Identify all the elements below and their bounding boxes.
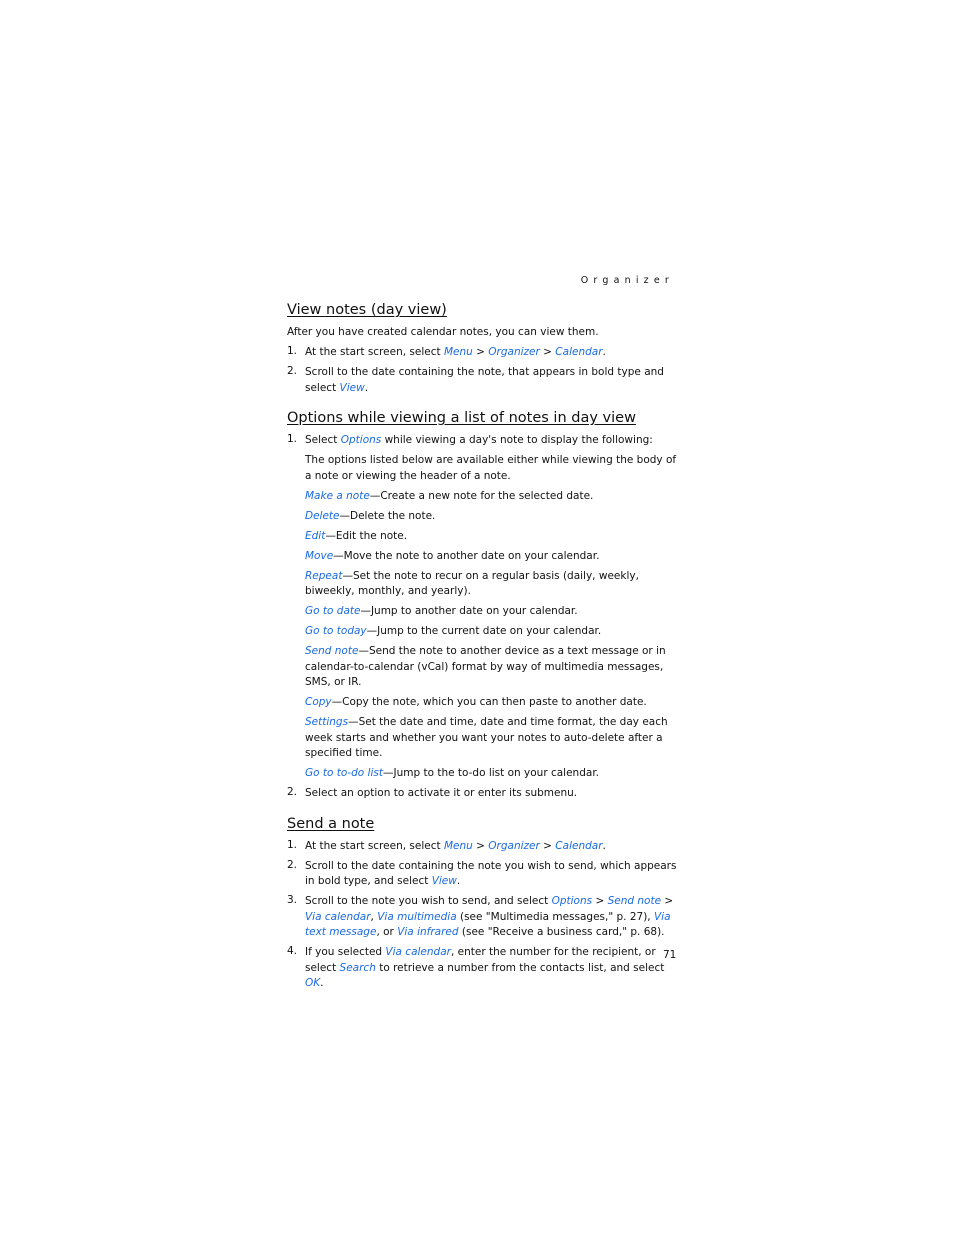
view-link[interactable]: View [339, 381, 365, 394]
option-label[interactable]: Repeat [305, 569, 343, 582]
options-link[interactable]: Options [340, 434, 382, 446]
send-note-link[interactable]: Send note [607, 895, 662, 907]
via-calendar-link[interactable]: Via calendar [305, 910, 371, 923]
option-label[interactable]: Go to date [305, 605, 361, 617]
step-number: 1. [287, 838, 298, 851]
option-item: Go to to-do list—Jump to the to-do list on your calendar. [305, 767, 600, 779]
step-text: At the start screen, select Menu > Organizer > Calendar. [305, 839, 606, 852]
menu-link[interactable]: Menu [443, 839, 473, 852]
option-label[interactable]: Delete [305, 509, 340, 522]
list-item [287, 786, 682, 802]
option-label[interactable]: Make a note [305, 489, 370, 502]
via-text-message-link[interactable]: Via text message [305, 910, 671, 938]
option-item: Move—Move the note to another date on your calendar. [305, 549, 600, 562]
option-label[interactable]: Send note [305, 645, 359, 657]
section-title-view-notes: View notes (day view) [287, 302, 447, 318]
running-header: Organizer [580, 275, 674, 286]
option-item: Send note—Send the note to another device as a text message or in calendar-to-calendar (vCal) format by way of multimedia messages, SMS, or IR. [305, 645, 666, 688]
step-text: Select Options while viewing a day's note to display the following: [305, 434, 653, 446]
calendar-link[interactable]: Calendar [555, 839, 603, 852]
view-link[interactable]: View [431, 875, 457, 887]
step-text: Scroll to the note you wish to send, and select Options > Send note > Via calendar, Via multimedia (see "Multimedia messages," p. 27), Via text message, or Via infrared (see "Receive a business card," p. 68). [305, 895, 674, 938]
option-label[interactable]: Edit [305, 529, 326, 542]
option-label[interactable]: Move [305, 549, 334, 562]
page-number: 71 [663, 949, 677, 961]
list-item [287, 894, 682, 941]
option-label[interactable]: Settings [305, 716, 349, 728]
section-title-options: Options while viewing a list of notes in day view [287, 410, 636, 426]
section-intro: After you have created calendar notes, you can view them. [287, 326, 599, 338]
list-item [287, 433, 682, 782]
step-number: 1. [287, 345, 298, 357]
page-content [287, 300, 682, 996]
step-number: 2. [287, 786, 298, 798]
via-multimedia-link[interactable]: Via multimedia [377, 910, 457, 923]
option-label[interactable]: Copy [305, 696, 332, 708]
option-item: Copy—Copy the note, which you can then paste to another date. [305, 696, 647, 708]
step-number: 1. [287, 433, 298, 445]
list-item [287, 859, 682, 890]
option-item: Go to date—Jump to another date on your calendar. [305, 605, 578, 617]
option-label[interactable]: Go to today [305, 625, 367, 637]
option-label[interactable]: Go to to-do list [305, 767, 383, 779]
option-item: Make a note—Create a new note for the selected date. [305, 489, 594, 502]
options-link[interactable]: Options [551, 895, 593, 907]
step-number: 4. [287, 945, 298, 957]
list-item [287, 345, 682, 361]
search-link[interactable]: Search [339, 961, 376, 974]
option-item: Settings—Set the date and time, date and time format, the day each week starts and whether you want your notes to auto-delete after a specified time. [305, 716, 668, 759]
option-item: Repeat—Set the note to recur on a regular basis (daily, weekly, biweekly, monthly, and yearly). [305, 569, 639, 597]
calendar-link[interactable]: Calendar [555, 346, 603, 358]
menu-link[interactable]: Menu [443, 346, 473, 358]
option-item: Delete—Delete the note. [305, 509, 436, 522]
step-number: 2. [287, 365, 298, 377]
list-item [287, 839, 682, 855]
option-item: Edit—Edit the note. [305, 529, 408, 542]
options-note: The options listed below are available either while viewing the body of a note or viewing the header of a note. [305, 454, 677, 482]
step-text: Scroll to the date containing the note you wish to send, which appears in bold type, and select View. [305, 859, 677, 887]
list-item [287, 945, 682, 992]
organizer-link[interactable]: Organizer [488, 839, 540, 852]
via-calendar-link[interactable]: Via calendar [385, 946, 451, 958]
step-number: 3. [287, 894, 298, 906]
step-text: Select an option to activate it or enter its submenu. [305, 787, 578, 799]
option-item: Go to today—Jump to the current date on your calendar. [305, 625, 602, 637]
step-text: Scroll to the date containing the note, that appears in bold type and select View. [305, 366, 664, 394]
step-text: At the start screen, select Menu > Organizer > Calendar. [305, 346, 606, 358]
via-infrared-link[interactable]: Via infrared [397, 926, 459, 938]
step-number: 2. [287, 858, 298, 871]
organizer-link[interactable]: Organizer [488, 346, 540, 358]
section-title-send-note: Send a note [287, 815, 375, 832]
list-item [287, 365, 682, 396]
ok-link[interactable]: OK [305, 977, 321, 989]
step-text: If you selected Via calendar, enter the number for the recipient, or select Search to retrieve a number from the contacts list, and select OK. [305, 946, 665, 989]
